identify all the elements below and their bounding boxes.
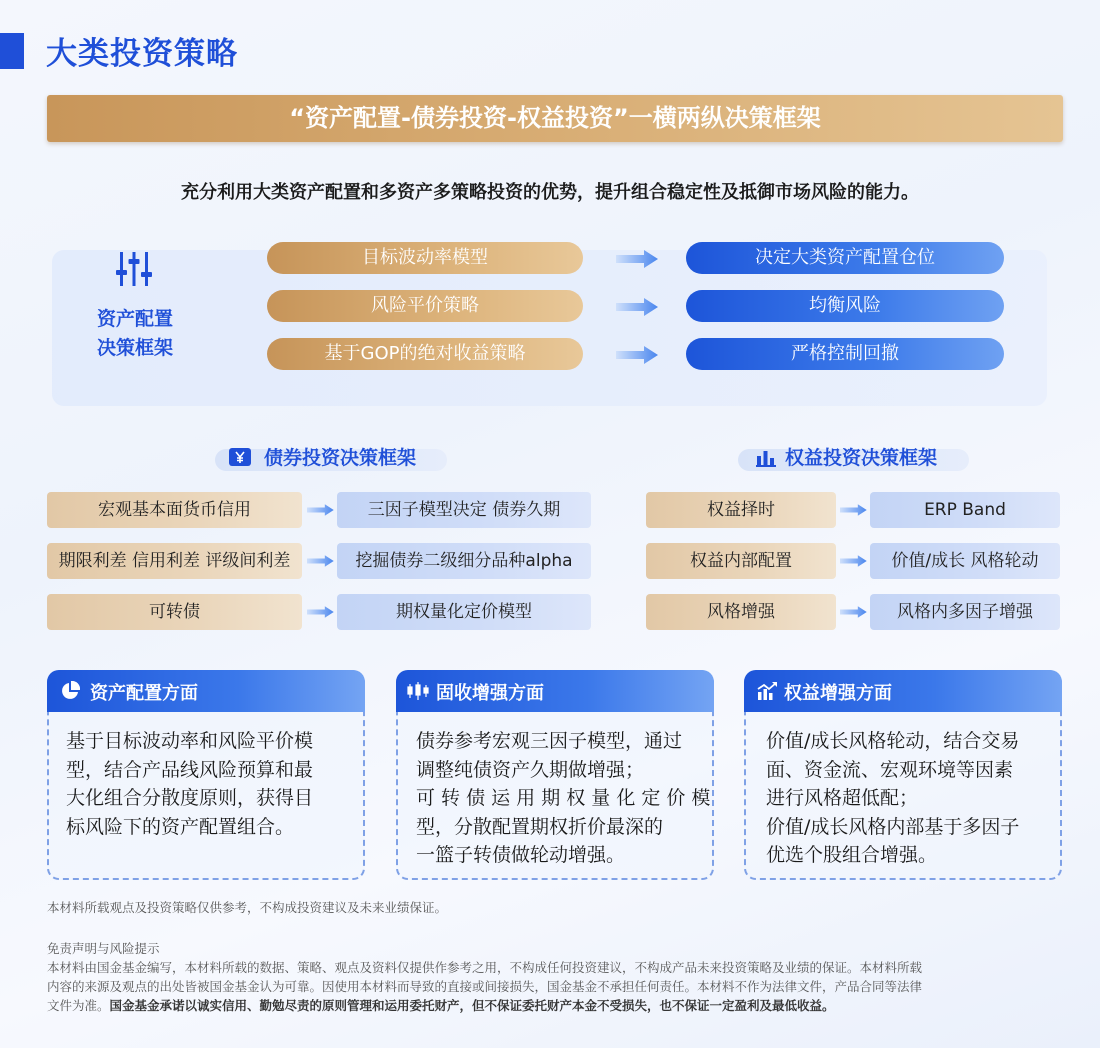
equity-method-box: ERP Band	[870, 492, 1060, 528]
arrow-right-icon	[840, 502, 868, 518]
arrow-right-icon	[307, 604, 335, 620]
bond-method-box: 挖掘债券二级细分品种alpha	[337, 543, 591, 579]
equity-factor-box: 权益择时	[646, 492, 836, 528]
card-line: 标风险下的资产配置组合。	[66, 815, 295, 838]
asset-framework-label-line2: 决策框架	[96, 337, 173, 359]
arrow-right-icon	[840, 553, 868, 569]
card-line: 大化组合分散度原则，获得目	[66, 787, 314, 809]
disclaimer-title: 免责声明与风险提示	[47, 941, 160, 956]
disclaimer-line: 本材料由国金基金编写，本材料所载的数据、策略、观点及资料仅提供作参考之用，不构成任何投资建议，不构成产品未来投资策略及业绩的保证。本材料所载	[47, 960, 923, 975]
arrow-right-icon	[616, 249, 660, 269]
disclaimer-line-plain: 文件为准。	[47, 998, 110, 1013]
arrow-right-icon	[840, 604, 868, 620]
page-title: 大类投资策略	[46, 36, 238, 72]
equity-framework-title: 权益投资决策框架	[785, 447, 938, 469]
card-line: 优选个股组合增强。	[766, 844, 938, 866]
bond-factor-box: 宏观基本面货币信用	[47, 492, 302, 528]
bond-method-box: 三因子模型决定 债券久期	[337, 492, 591, 528]
bond-factor-box: 期限利差 信用利差 评级间利差	[47, 543, 302, 579]
card-line: 型，结合产品线风险预算和最	[66, 758, 314, 781]
card-line: 债券参考宏观三因子模型，通过	[416, 730, 683, 752]
card-line: 基于目标波动率和风险平价模	[66, 730, 314, 752]
asset-method-pill: 基于GOP的绝对收益策略	[267, 338, 583, 370]
card-line: 价值/成长风格内部基于多因子	[766, 815, 1020, 838]
asset-result-pill: 严格控制回撤	[686, 338, 1004, 370]
trend-chart-icon	[757, 681, 777, 701]
fixed-income-card-title: 固收增强方面	[436, 683, 544, 704]
fixed-income-card-body	[416, 727, 710, 870]
asset-allocation-card-body	[66, 727, 313, 841]
reference-note: 本材料所载观点及投资策略仅供参考，不构成投资建议及未来业绩保证。	[47, 900, 448, 915]
equity-method-box: 风格内多因子增强	[870, 594, 1060, 630]
asset-method-pill: 目标波动率模型	[267, 242, 583, 274]
asset-allocation-card-title: 资产配置方面	[90, 683, 198, 704]
card-line: 价值/成长风格轮动，结合交易	[766, 730, 1020, 752]
pie-chart-icon	[60, 681, 80, 701]
arrow-right-icon	[307, 553, 335, 569]
asset-result-pill: 决定大类资产配置仓位	[686, 242, 1004, 274]
bond-method-box: 期权量化定价模型	[337, 594, 591, 630]
yen-icon	[229, 446, 251, 468]
asset-result-pill: 均衡风险	[686, 290, 1004, 322]
sliders-icon	[115, 250, 153, 288]
arrow-right-icon	[616, 345, 660, 365]
card-line: 调整纯债资产久期做增强；	[416, 758, 645, 781]
disclaimer	[47, 939, 1067, 1015]
card-line: 进行风格超低配；	[766, 787, 919, 809]
disclaimer-line-bold: 国金基金承诺以诚实信用、勤勉尽责的原则管理和运用委托财产，但不保证委托财产本金不受损失，也不保证一定盈利及最低收益。	[109, 998, 835, 1013]
arrow-right-icon	[307, 502, 335, 518]
card-line: 可 转 债 运 用 期 权 量 化 定 价 模	[416, 787, 711, 809]
framework-banner: “资产配置-债券投资-权益投资”一横两纵决策框架	[47, 95, 1063, 142]
equity-method-box: 价值/成长 风格轮动	[870, 543, 1060, 579]
candlestick-icon	[407, 681, 429, 701]
asset-method-pill: 风险平价策略	[267, 290, 583, 322]
card-line: 面、资金流、宏观环境等因素	[766, 758, 1014, 781]
bar-chart-icon	[756, 447, 776, 467]
lead-text: 充分利用大类资产配置和多资产多策略投资的优势，提升组合稳定性及抵御市场风险的能力。	[181, 182, 919, 203]
asset-framework-label-line1: 资产配置	[96, 308, 173, 330]
disclaimer-line: 内容的来源及观点的出处皆被国金基金认为可靠。因使用本材料而导致的直接或间接损失，国金基金不承担任何责任。本材料不作为法律文件，产品合同等法律	[47, 979, 923, 994]
equity-enhancement-card-body	[766, 727, 1019, 870]
bond-framework-title: 债券投资决策框架	[264, 447, 417, 469]
equity-factor-box: 权益内部配置	[646, 543, 836, 579]
disclaimer-line	[47, 996, 1067, 1015]
title-accent-bar	[0, 33, 24, 69]
equity-factor-box: 风格增强	[646, 594, 836, 630]
card-line: 型，分散配置期权折价最深的	[416, 815, 664, 838]
equity-enhancement-card-title: 权益增强方面	[784, 683, 892, 704]
card-line: 一篮子转债做轮动增强。	[416, 844, 626, 866]
arrow-right-icon	[616, 297, 660, 317]
bond-factor-box: 可转债	[47, 594, 302, 630]
